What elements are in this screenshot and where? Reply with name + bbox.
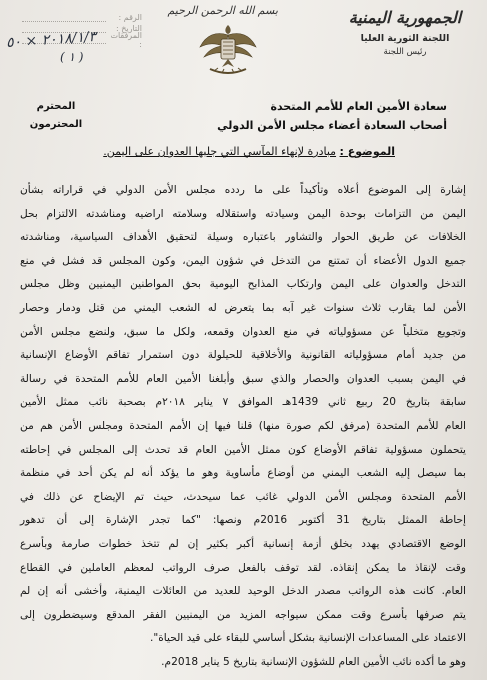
body-line: العام للأمم المتحدة (مرفق لكم صورة منها) قلنا فيها إن الأمم المتحدة ومجلس الأمن هم من	[20, 419, 466, 432]
body-line: العام. كانت هذه الرواتب مصدر الدخل الوحيد للعديد من العائلات اليمنية، وأخشى أنه إن لم	[20, 585, 466, 598]
body-line: جميع الدول الأعضاء أن تمتنع من التدخل في شؤون اليمن، وكون المجلس قد فشل في منع	[20, 254, 466, 267]
letter-body	[20, 179, 466, 674]
body-line: الاعتماد على المساعدات الإنسانية بشكل أساسي للبقاء على قيد الحياة".	[150, 632, 466, 645]
honorific: المحترمون	[29, 119, 83, 130]
body-line: إشارة إلى الموضوع أعلاه وتأكيداً على ما ردده مجلس الأمن الدولي في قراراته بشأن	[20, 184, 466, 196]
subject-line	[103, 145, 395, 158]
body-line: سابقة بتاريخ 20 ربيع ثاني 1439هـ الموافق ٧ يناير ٢٠١٨م بصحبة نائب ممثل الأمين	[20, 396, 466, 409]
letterhead-head: رئيس اللجنة	[383, 47, 427, 57]
body-line: الخلافات عن طريق الحوار والتشاور باعتباره وسيلة لتحقيق الأهداف السياسية، ومناشدته	[20, 231, 466, 244]
body-line: وهو ما أكده نائب الأمين العام للشؤون الإنسانية بتاريخ 5 يناير 2018م.	[161, 655, 466, 668]
date-label: التاريخ :	[115, 24, 142, 33]
ref-row	[22, 12, 142, 23]
body-line: وقت لإنقاذ ما يمكن إنقاذه. لقد توقف بالفعل صرف الرواتب لمعظم العاملين في القطاع	[20, 561, 466, 574]
letterhead-emblem-block	[167, 4, 278, 83]
body-line: الوضع الاقتصادي يهدد بخلق أزمة إنسانية أكبر بكثير إن لم تتخذ خطوات صارمة وبأسرع	[20, 537, 466, 550]
letterhead-committee: اللجنة الثورية العليا	[360, 33, 450, 44]
body-line: اليمن من التزامات بوحدة اليمن وسيادته واستقلاله وسلامته اراضيه ومناشدته الالتزام بحل	[20, 207, 466, 220]
handwritten-reference: ٢٠١٨/١/٣ × ٥٠	[5, 28, 97, 52]
basmala: بسم الله الرحمن الرحيم	[167, 4, 278, 17]
attachments-label: المرفقات :	[110, 30, 142, 49]
yemen-eagle-emblem-icon	[196, 19, 260, 83]
body-line: التدخل والعدوان على اليمن وارتكاب المذابح اليومية بحق المواطنين اليمنيين وظل مجلس	[20, 278, 466, 291]
honorifics	[16, 98, 96, 134]
body-line: إحاطة الممثل بتاريخ 31 أكتوبر 2016م ونصها: "كما تجدر الإشارة إلى أن تدهور	[20, 514, 466, 527]
body-line: في اليمن بسبب العدوان والحصار والذي سبق وأبلغنا الأمين العام للأمم المتحدة في رسالة	[20, 372, 466, 385]
letterhead-sender	[345, 8, 465, 59]
body-line: الأمم المتحدة ومجلس الأمن الدولي غائب عما سيحدث، حيث تم الإيضاح عن ذلك في	[20, 490, 466, 503]
body-line: الأمن لما يقارب ثلاث سنوات غير آبه بما يتعرض له الشعب اليمني من قتل ودمار وحصار	[20, 301, 466, 314]
subject-label: الموضوع :	[339, 145, 395, 158]
honorific: المحترم	[36, 101, 76, 112]
body-line: يتحملون مسؤولية تفاقم الأوضاع كون ممثل الأمين العام قد تحدث إلى المجلس في إحاطته	[20, 443, 466, 456]
addressee-line: سعادة الأمين العام للأمم المتحدة	[270, 100, 447, 113]
subject-text: مبادرة لإنهاء المآسي التي جلبها العدوان على اليمن.	[103, 145, 337, 158]
letterhead-country: الجمهورية اليمنية	[348, 8, 462, 27]
body-line: يتم صرفها بأسرع وقت ممكن سيواجه المزيد من اليمنيين الفقر المدقع وسيضطرون إلى	[20, 608, 466, 621]
addressee-line: أصحاب السعادة أعضاء مجلس الأمن الدولي	[217, 119, 447, 132]
handwritten-attachments: ( ١ )	[60, 50, 84, 64]
ref-label: الرقم :	[118, 13, 142, 22]
body-line: وتجويع متخلياً عن مسؤولياته في منع العدوان وقمعه، ولكل ما سبق، ولنضع مجلس الأمن	[20, 325, 466, 338]
body-line: بما سيصل إليه الشعب اليمني من أوضاع مأساوية وهو ما يؤكد أنه لم يكن أحد في منظمة	[20, 467, 466, 480]
body-line: من جديد أمام مسؤولياته القانونية والأخلاقية للحيلولة دون استمرار تفاقم الأوضاع الإنسانية	[20, 349, 466, 362]
addressees	[147, 97, 447, 135]
